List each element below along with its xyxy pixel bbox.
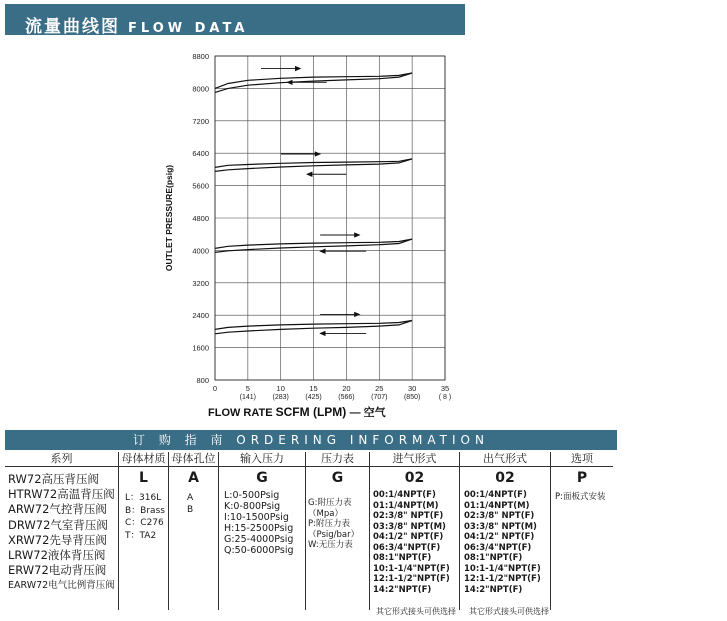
x-tick-sublabel: (850) xyxy=(403,394,421,401)
pressure-column xyxy=(219,452,306,610)
x-tick-label: 25 xyxy=(375,384,384,393)
pressure-option: K:0-800Psig xyxy=(224,501,281,512)
series-item: HTRW72高温背压阀 xyxy=(8,487,115,502)
option-item: P:面板式安装 xyxy=(555,492,606,502)
inlet-option: 10:1-1/4"NPT(F) xyxy=(373,563,450,574)
x-tick-sublabel: (566) xyxy=(338,394,355,401)
inlet-head: 进气形式 xyxy=(370,452,459,467)
y-tick-label: 1600 xyxy=(192,343,209,353)
x-tick-label: 35 xyxy=(440,384,450,393)
x-tick-sublabel: ( 8 ) xyxy=(438,394,452,401)
option-options xyxy=(555,492,606,503)
material-option: B：Brass xyxy=(125,505,165,516)
y-tick-label: 4800 xyxy=(192,214,209,223)
pressure-code: G xyxy=(256,470,268,486)
port-options xyxy=(187,492,193,516)
inlet-option: 14:2"NPT(F) xyxy=(373,584,432,595)
inlet-code: 02 xyxy=(404,470,425,486)
series-item: RW72高压背压阀 xyxy=(8,472,100,486)
outlet-option: 10:1-1/4"NPT(F) xyxy=(464,563,541,574)
option-head: 选项 xyxy=(551,452,613,467)
material-option: L：316L xyxy=(125,493,162,503)
outlet-option: 01:1/4NPT(M) xyxy=(464,500,530,511)
inlet-option: 03:3/8" NPT(M) xyxy=(373,521,446,532)
outlet-option: 03:3/8" NPT(M) xyxy=(464,521,537,532)
x-tick-sublabel: (707) xyxy=(371,394,388,401)
pressure-option: G:25-4000Psig xyxy=(224,534,294,545)
pressure-option: Q:50-6000Psig xyxy=(224,545,294,556)
page-title xyxy=(25,12,248,37)
gauge-column xyxy=(306,452,370,610)
series-item: XRW72先导背压阀 xyxy=(8,532,107,547)
outlet-option: 00:1/4NPT(F) xyxy=(464,490,527,500)
y-tick-label: 7200 xyxy=(192,116,209,126)
port-option: B xyxy=(187,505,194,515)
y-tick-label: 3200 xyxy=(192,278,209,288)
inlet-option: 12:1-1/2"NPT(F) xyxy=(373,574,450,584)
material-column xyxy=(119,452,169,610)
y-tick-label: 4000 xyxy=(192,246,209,256)
x-tick-sublabel: (141) xyxy=(239,394,257,401)
inlet-note: 其它形式接头可供选择 xyxy=(376,607,456,616)
x-axis-label-suffix: — 空气 xyxy=(349,407,386,419)
inlet-options xyxy=(373,490,450,595)
x-tick-sublabel: (283) xyxy=(272,394,289,401)
outlet-head: 出气形式 xyxy=(460,452,550,467)
outlet-option: 12:1-1/2"NPT(F) xyxy=(464,574,541,584)
x-tick-label: 5 xyxy=(245,384,250,393)
y-axis-label: OUTLET PRESSURE(psig) xyxy=(164,164,174,272)
x-tick-label: 10 xyxy=(276,384,285,393)
ordering-title: 订 购 指 南 ORDERING INFORMATION xyxy=(5,430,617,450)
outlet-option: 06:3/4"NPT(F) xyxy=(464,542,532,553)
y-tick-label: 6400 xyxy=(192,149,209,159)
pressure-option: H:15-2500Psig xyxy=(224,523,294,534)
outlet-option: 14:2"NPT(F) xyxy=(464,584,523,595)
x-axis-label-prefix: FLOW RATE xyxy=(208,407,276,419)
gauge-option: P:附压力表 xyxy=(308,519,350,529)
port-code: A xyxy=(188,470,199,486)
inlet-option: 04:1/2" NPT(F) xyxy=(373,532,444,542)
option-code: P xyxy=(576,470,588,486)
material-head: 母体材质 xyxy=(119,452,168,467)
x-axis-label-main: SCFM (LPM) xyxy=(275,405,350,419)
port-column xyxy=(169,452,219,610)
x-tick-label: 30 xyxy=(407,384,417,393)
y-tick-label: 5600 xyxy=(192,181,209,191)
series-list xyxy=(8,472,115,594)
material-options xyxy=(125,492,165,542)
material-option: C：C276 xyxy=(125,518,164,528)
gauge-code: G xyxy=(331,470,344,486)
inlet-option: 01:1/4NPT(M) xyxy=(373,500,439,511)
x-tick-sublabel: (425) xyxy=(305,394,322,401)
port-head: 母体孔位 xyxy=(169,452,218,467)
gauge-options xyxy=(308,498,359,551)
port-option: A xyxy=(187,493,194,503)
inlet-option: 02:3/8" NPT(F) xyxy=(373,511,444,521)
pressure-option: L:0-500Psig xyxy=(224,490,280,501)
title-en: FLOW DATA xyxy=(128,21,249,36)
gauge-option: W:无压力表 xyxy=(308,540,353,550)
series-item: DRW72气室背压阀 xyxy=(8,517,108,532)
title-cn: 流量曲线图 xyxy=(25,17,120,37)
header-bar xyxy=(5,4,465,35)
pressure-option: I:10-1500Psig xyxy=(224,512,289,523)
flow-chart xyxy=(150,40,460,420)
outlet-options xyxy=(464,490,541,595)
outlet-note: 其它形式接头可供选择 xyxy=(469,607,549,616)
pressure-options xyxy=(224,490,294,556)
inlet-option: 00:1/4NPT(F) xyxy=(373,490,436,500)
outlet-option: 08:1"NPT(F) xyxy=(464,553,523,563)
series-head: 系列 xyxy=(5,452,118,467)
outlet-option: 02:3/8" NPT(F) xyxy=(464,511,535,521)
inlet-option: 08:1"NPT(F) xyxy=(373,553,432,563)
series-item: ERW72电动背压阀 xyxy=(8,563,107,578)
inlet-option: 06:3/4"NPT(F) xyxy=(373,542,441,553)
x-tick-label: 0 xyxy=(212,384,218,393)
material-code: L xyxy=(139,470,148,486)
x-tick-label: 20 xyxy=(342,384,351,393)
y-tick-label: 8800 xyxy=(192,52,209,61)
x-tick-label: 15 xyxy=(309,384,318,393)
series-item: ARW72气控背压阀 xyxy=(8,502,107,517)
material-option: T：TA2 xyxy=(125,530,157,541)
option-column xyxy=(551,452,613,610)
gauge-head: 压力表 xyxy=(306,452,369,467)
inlet-column xyxy=(370,452,460,610)
outlet-code: 02 xyxy=(495,470,515,486)
y-tick-label: 8000 xyxy=(192,84,209,94)
gauge-option: G:附压力表 xyxy=(308,498,352,508)
pressure-head: 输入压力 xyxy=(219,452,305,467)
outlet-column xyxy=(460,452,551,610)
x-axis-label xyxy=(208,405,387,419)
outlet-option: 04:1/2" NPT(F) xyxy=(464,532,535,542)
gauge-option: （Mpa） xyxy=(308,508,343,519)
y-tick-label: 2400 xyxy=(192,311,209,321)
series-item: EARW72电气比例背压阀 xyxy=(8,580,115,592)
y-tick-label: 800 xyxy=(196,376,209,385)
series-item: LRW72液体背压阀 xyxy=(8,548,106,563)
gauge-option: （Psig/bar） xyxy=(308,529,360,540)
